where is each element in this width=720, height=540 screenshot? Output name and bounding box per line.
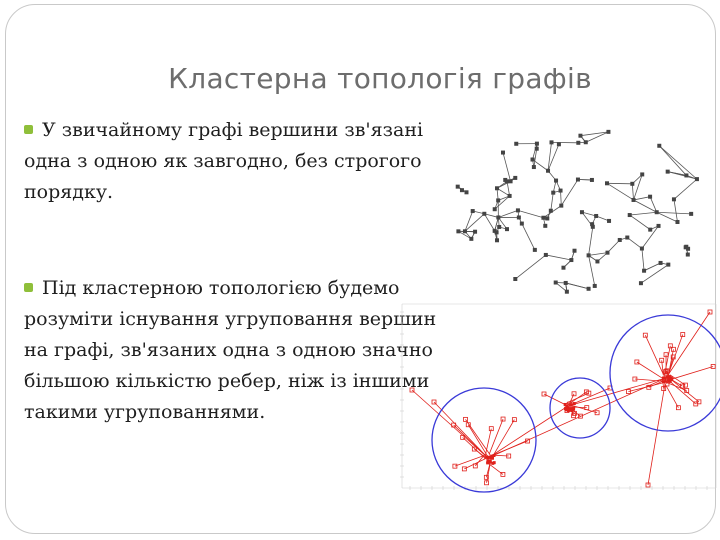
- bullet-2-text: Під кластерною топологією будемо розуміти існування угруповання вершин на графі, зв'язаних одна з одною значно більшою кількістю ребер, ніж із іншими такими угрупованнями.: [24, 277, 437, 423]
- graph-edges: [458, 132, 697, 292]
- cluster-nodes: [410, 310, 715, 487]
- cluster-edges: [412, 312, 713, 485]
- graph-nodes: [456, 130, 699, 294]
- bullet-2: [24, 273, 444, 428]
- bullet-marker-icon: [24, 125, 33, 134]
- random-graph-illustration: [440, 118, 720, 303]
- cluster-graph-illustration: [398, 300, 720, 495]
- bullet-marker-icon: [24, 283, 33, 292]
- bullet-1-text: У звичайному графі вершини зв'язані одна з одною як завгодно, без строгого порядку.: [24, 119, 424, 203]
- slide-title: Кластерна топологія графів: [168, 62, 592, 95]
- bullet-1: [24, 115, 444, 208]
- plot-ticks: [400, 312, 707, 490]
- plot-frame: [402, 304, 716, 488]
